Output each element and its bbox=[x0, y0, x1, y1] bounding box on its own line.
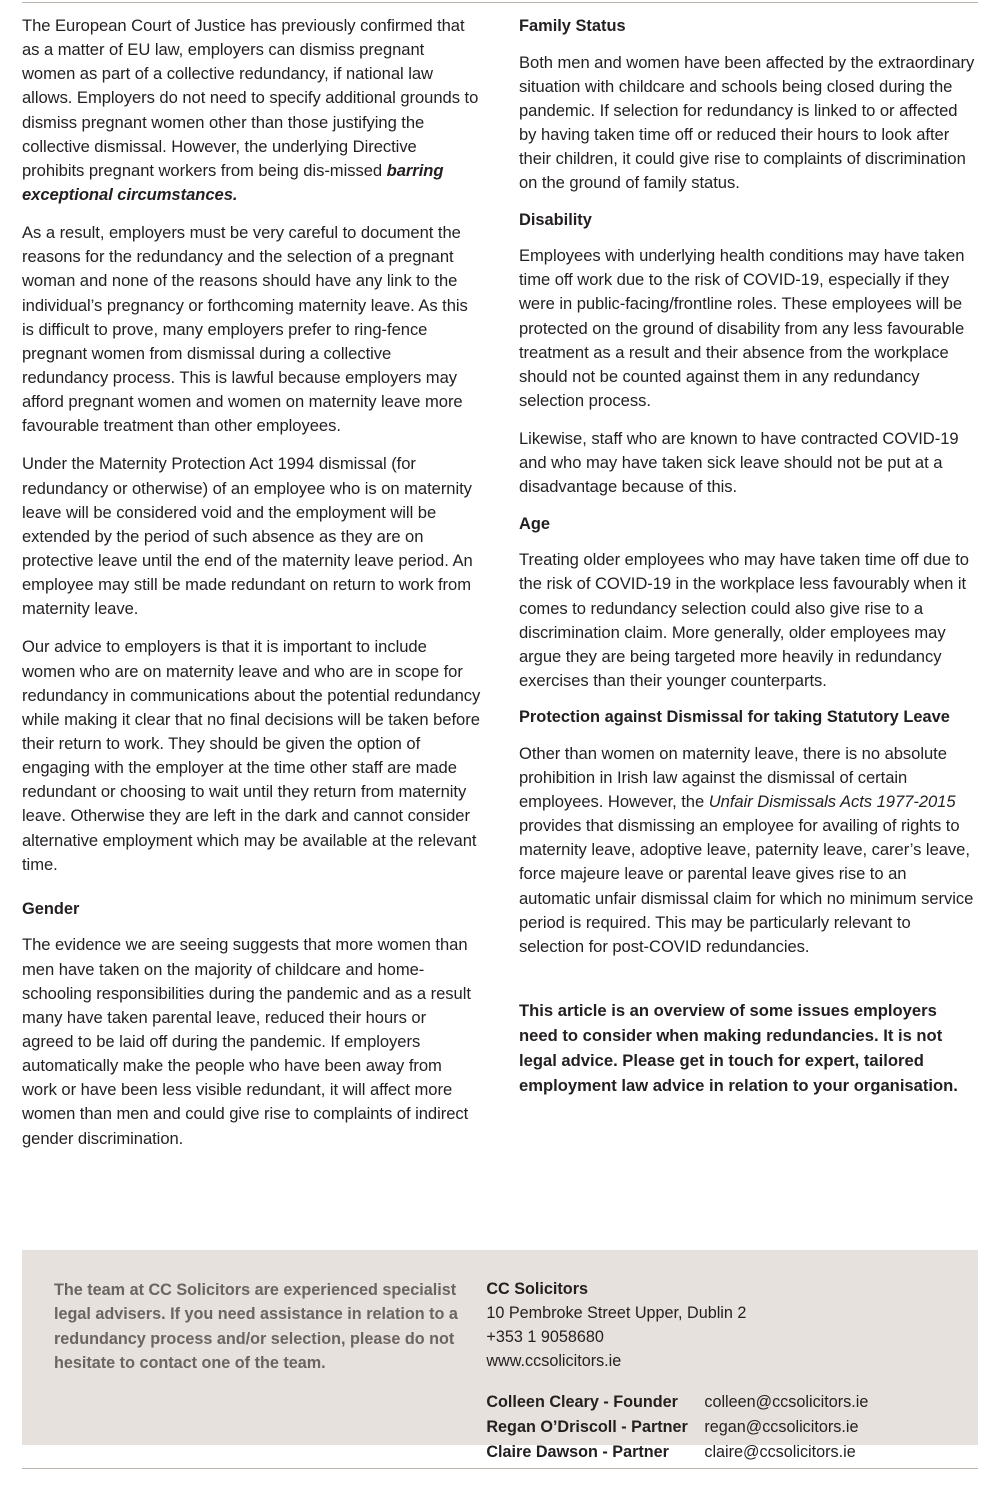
heading-family-status: Family Status bbox=[519, 17, 626, 35]
contact-email[interactable]: colleen@ccsolicitors.ie bbox=[704, 1393, 869, 1411]
paragraph-age: Treating older employees who may have taken time off due to the risk of COVID-19 in the workplace less favourably when it comes to redundancy selection could also give rise to a discrimination claim. More generally, older employees may argue they are being targeted more heavily in redundancy exercises than their younger counterparts. bbox=[519, 550, 969, 690]
paragraph-statutory-leave bbox=[519, 742, 978, 959]
footer-promo-text: The team at CC Solicitors are experienced specialist legal advisers. If you need assistance in relation to a redundancy process and/or selection, please do not hesitate to contact one of the team. bbox=[54, 1281, 458, 1372]
contact-name: Claire Dawson - Partner bbox=[486, 1443, 669, 1461]
footer-panel bbox=[22, 1250, 978, 1461]
heading-age: Age bbox=[519, 514, 550, 533]
footer-content bbox=[22, 1250, 978, 1466]
emphasis-phrase: barring exceptional circumstances. bbox=[22, 160, 444, 204]
list-item bbox=[486, 1391, 948, 1414]
two-column-body bbox=[0, 14, 1000, 1165]
footer-contact-block bbox=[476, 1278, 948, 1466]
closing-disclaimer: This article is an overview of some issues employers need to consider when making redundancies. It is not legal advice. Please get in touch for expert, tailored employment law advice in relation to your organisation. bbox=[519, 1000, 958, 1095]
footer-company-name: CC Solicitors bbox=[486, 1280, 588, 1298]
paragraph-disability-2: Likewise, staff who are known to have contracted COVID-19 and who may have taken sick leave should not be put at a disadvantage because of this. bbox=[519, 429, 959, 497]
statutory-act-citation: Unfair Dismissals Acts 1977-2015 bbox=[708, 792, 956, 811]
heading-disability: Disability bbox=[519, 210, 592, 229]
heading-statutory-leave: Protection against Dismissal for taking Statutory Leave bbox=[519, 708, 950, 727]
paragraph-advice: Our advice to employers is that it is important to include women who are on maternity leave and who are in scope for redundancy in communications about the potential redundancy while making it clear that no final decisions will be taken before their return to work. They should be given the option of engaging with the employer at the time other staff are made redundant or choosing to wait until they return from maternity leave. Otherwise they are left in the dark and cannot consider alternative employment which may be available at the relevant time. bbox=[22, 637, 481, 874]
footer-address-block bbox=[486, 1302, 948, 1373]
bottom-divider bbox=[22, 1468, 978, 1469]
paragraph-maternity-act: Under the Maternity Protection Act 1994 dismissal (for redundancy or otherwise) of an employee who is on maternity leave will be considered void and the employment will be extended by the period of such absence as they are on protective leave until the end of the maternity leave period. An employee may still be made redundant on return to work from maternity leave. bbox=[22, 454, 473, 619]
heading-gender: Gender bbox=[22, 899, 80, 918]
top-divider bbox=[22, 2, 978, 3]
paragraph-text: The European Court of Justice has previously confirmed that as a matter of EU law, employers can dismiss pregnant women as part of a collective redundancy, if national law allows. Employers do not need to specify additional grounds to dismiss pregnant women other than those justifying the collective dismissal. However, the underlying Directive prohibits pregnant workers from being dis-missed bbox=[22, 16, 479, 180]
list-item bbox=[486, 1441, 948, 1464]
contact-email[interactable]: claire@ccsolicitors.ie bbox=[704, 1443, 856, 1461]
paragraph-gender: The evidence we are seeing suggests that more women than men have taken on the majority of childcare and home-schooling responsibilities during the pandemic and as a result many have taken parental leave, reduced their hours or agreed to be laid off during the pandemic. If employers automatically make the people who have been away from work or have been less visible redundant, it will affect more women than men and could give rise to complaints of indirect gender discrimination. bbox=[22, 935, 471, 1148]
left-column bbox=[22, 14, 481, 1165]
paragraph-disability-1: Employees with underlying health conditions may have taken time off work due to the risk of COVID-19, especially if they were in public-facing/frontline roles. These employees will be protected on the ground of disability from any less favourable treatment as a result and their absence from the workplace should not be counted against them in any redundancy selection process. bbox=[519, 246, 965, 410]
statutory-text-before: Other than women on maternity leave, there is no absolute prohibition in Irish law against the dismissal of certain employees. However, the bbox=[519, 743, 947, 811]
right-column bbox=[519, 14, 978, 1165]
footer-website[interactable]: www.ccsolicitors.ie bbox=[486, 1352, 622, 1370]
contact-name: Colleen Cleary - Founder bbox=[486, 1393, 678, 1411]
statutory-text-after: provides that dismissing an employee for availing of rights to maternity leave, adoptive leave, paternity leave, carer’s leave, force majeure leave or parental leave gives rise to an automatic unfair dismissal claim for which no minimum service period is required. This may be particularly relevant to selection for post-COVID redundancies. bbox=[519, 816, 974, 956]
contact-email[interactable]: regan@ccsolicitors.ie bbox=[704, 1418, 859, 1436]
paragraph-ecj bbox=[22, 14, 481, 207]
footer-contacts-list bbox=[486, 1391, 948, 1464]
list-item bbox=[486, 1416, 948, 1439]
footer-address-line: 10 Pembroke Street Upper, Dublin 2 bbox=[486, 1304, 747, 1322]
footer-phone[interactable]: +353 1 9058680 bbox=[486, 1328, 604, 1346]
paragraph-family-status: Both men and women have been affected by the extraordinary situation with childcare and schools being closed during the pandemic. If selection for redundancy is linked to or affected by having taken time off or reduced their hours to look after their children, it could give rise to complaints of discrimination on the ground of family status. bbox=[519, 52, 975, 193]
contact-name: Regan O’Driscoll - Partner bbox=[486, 1418, 688, 1436]
paragraph-documentation: As a result, employers must be very careful to document the reasons for the redundancy and the selection of a pregnant woman and none of the reasons should have any link to the individual’s pregnancy or forthcoming maternity leave. As this is difficult to prove, many employers prefer to ring-fence pregnant women from dismissal during a collective redundancy process. This is lawful because employers may afford pregnant women and women on maternity leave more favourable treatment than other employees. bbox=[22, 223, 468, 436]
